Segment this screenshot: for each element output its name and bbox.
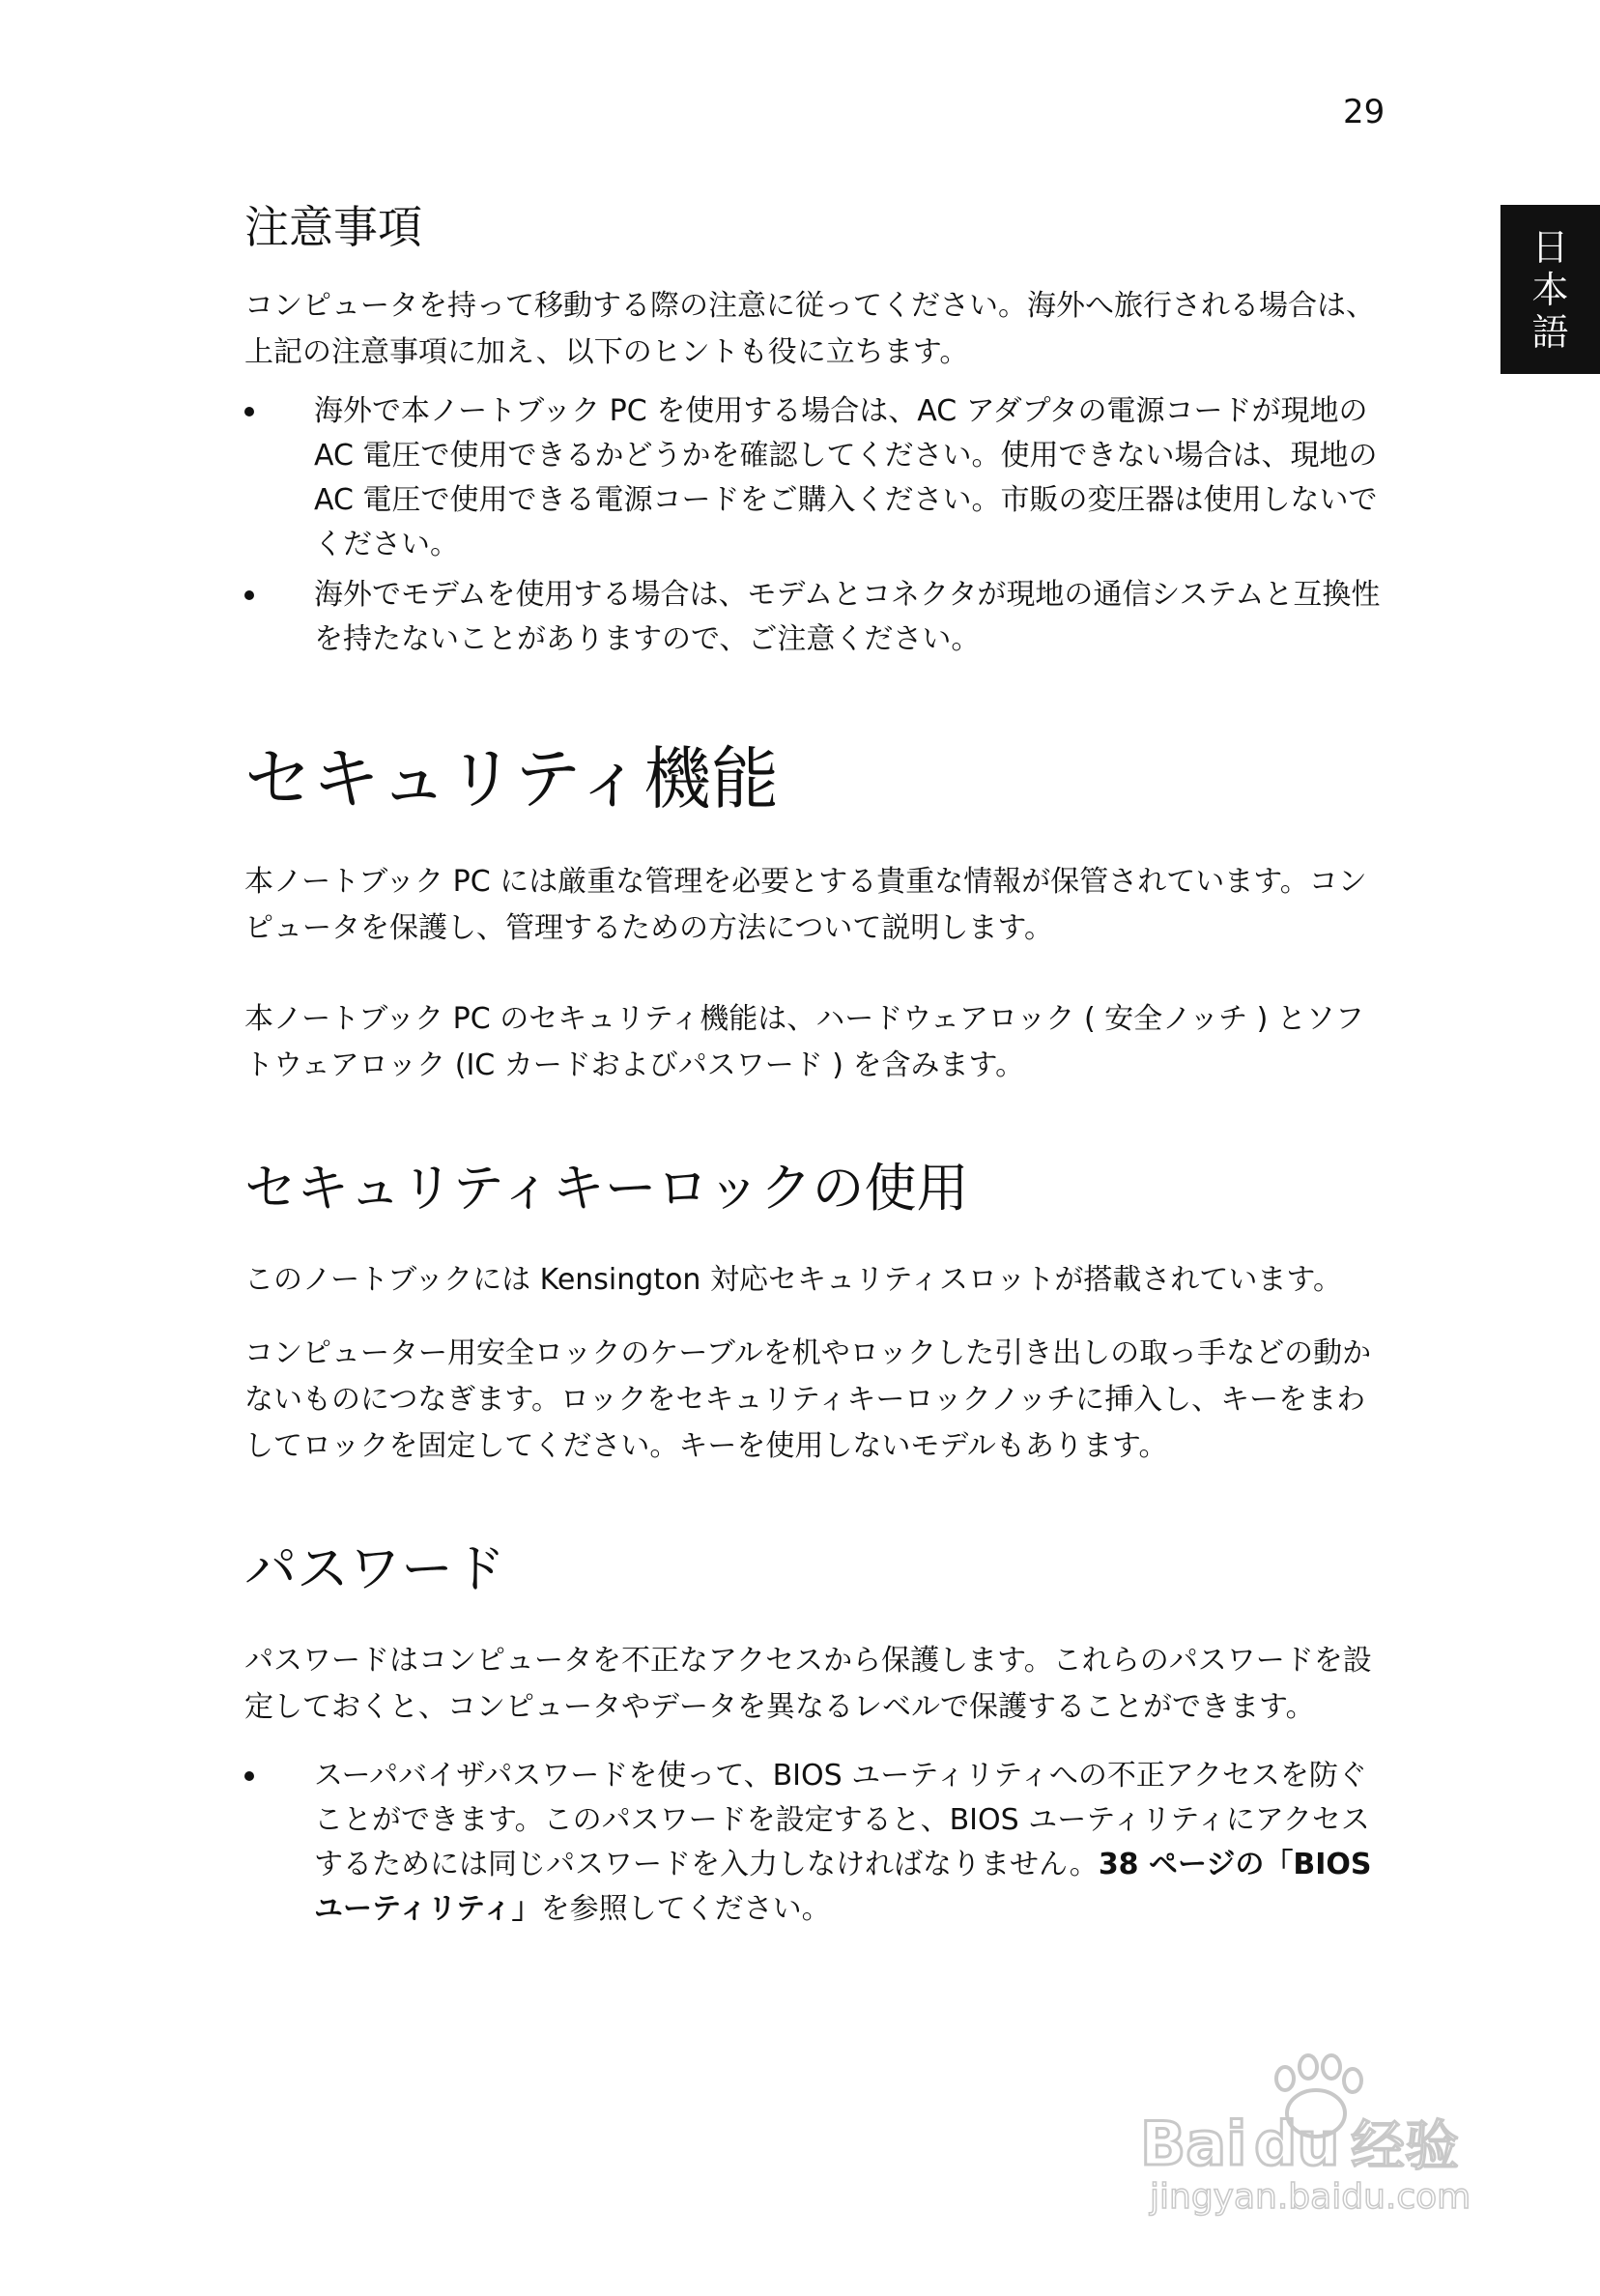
password-heading: パスワード	[244, 1538, 505, 1599]
security-section	[244, 735, 1385, 1089]
password-section	[244, 1535, 1385, 1932]
list-item	[244, 1754, 1385, 1932]
precautions-section	[244, 198, 1385, 662]
list-item	[244, 389, 1385, 567]
bullet-icon	[244, 407, 254, 416]
watermark-brand-2: du	[1254, 2109, 1340, 2179]
watermark-brand: Bai	[1140, 2109, 1247, 2179]
language-tab-char: 本	[1531, 268, 1569, 311]
list-item	[244, 573, 1385, 662]
list-item-text: 海外でモデムを使用する場合は、モデムとコネクタが現地の通信システムと互換性を持たないことがありますので、ご注意ください。	[314, 578, 1381, 656]
language-tab	[1500, 205, 1600, 374]
language-tab-char: 日	[1531, 225, 1569, 269]
keylock-paragraph: このノートブックには Kensington 対応セキュリティスロットが搭載されています。	[244, 1263, 1342, 1297]
watermark-url: jingyan.baidu.com	[1150, 2177, 1471, 2217]
baidu-watermark	[1130, 2053, 1517, 2218]
list-item-text: スーパバイザパスワードを使って、BIOS ユーティリティへの不正アクセスを防ぐことができます。このパスワードを設定すると、BIOS ユーティリティにアクセスするためには同じパスワードを入力しなければなりません。	[314, 1759, 1370, 1881]
list-item-text: を参照してください。	[540, 1892, 831, 1926]
security-paragraph: 本ノートブック PC のセキュリティ機能は、ハードウェアロック ( 安全ノッチ ) とソフトウェアロック (IC カードおよびパスワード ) を含みます。	[244, 1002, 1364, 1082]
keylock-section	[244, 1155, 1385, 1470]
precautions-intro: コンピュータを持って移動する際の注意に従ってください。海外へ旅行される場合は、上記の注意事項に加え、以下のヒントも役に立ちます。	[244, 289, 1375, 369]
keylock-heading: セキュリティキーロックの使用	[244, 1158, 969, 1219]
bullet-icon	[244, 1771, 254, 1781]
password-paragraph: パスワードはコンピュータを不正なアクセスから保護します。これらのパスワードを設定しておくと、コンピュータやデータを異なるレベルで保護することができます。	[244, 1644, 1372, 1724]
security-paragraph: 本ノートブック PC には厳重な管理を必要とする貴重な情報が保管されています。コンピュータを保護し、管理するための方法について説明します。	[244, 865, 1367, 945]
page-reference-link[interactable]: 38 ページの「BIOS ユーティリティ」	[314, 1848, 1372, 1926]
password-list	[244, 1754, 1385, 1932]
precautions-heading: 注意事項	[244, 201, 422, 253]
bullet-icon	[244, 590, 254, 600]
page-content	[244, 198, 1385, 1937]
watermark-suffix: 经验	[1351, 2115, 1459, 2178]
keylock-paragraph: コンピューター用安全ロックのケーブルを机やロックした引き出しの取っ手などの動かないものにつなぎます。ロックをセキュリティキーロックノッチに挿入し、キーをまわしてロックを固定してください。キーを使用しないモデルもあります。	[244, 1336, 1372, 1463]
baidu-paw-icon	[1130, 2053, 1517, 2218]
security-heading: セキュリティ機能	[244, 739, 779, 818]
precautions-list	[244, 389, 1385, 662]
page-number: 29	[1343, 93, 1386, 131]
language-tab-char: 語	[1531, 310, 1569, 354]
list-item-text: 海外で本ノートブック PC を使用する場合は、AC アダプタの電源コードが現地の AC 電圧で使用できるかどうかを確認してください。使用できない場合は、現地の AC 電圧で使用できる電源コードをご購入ください。市販の変圧器は使用しないでください。	[314, 394, 1378, 561]
